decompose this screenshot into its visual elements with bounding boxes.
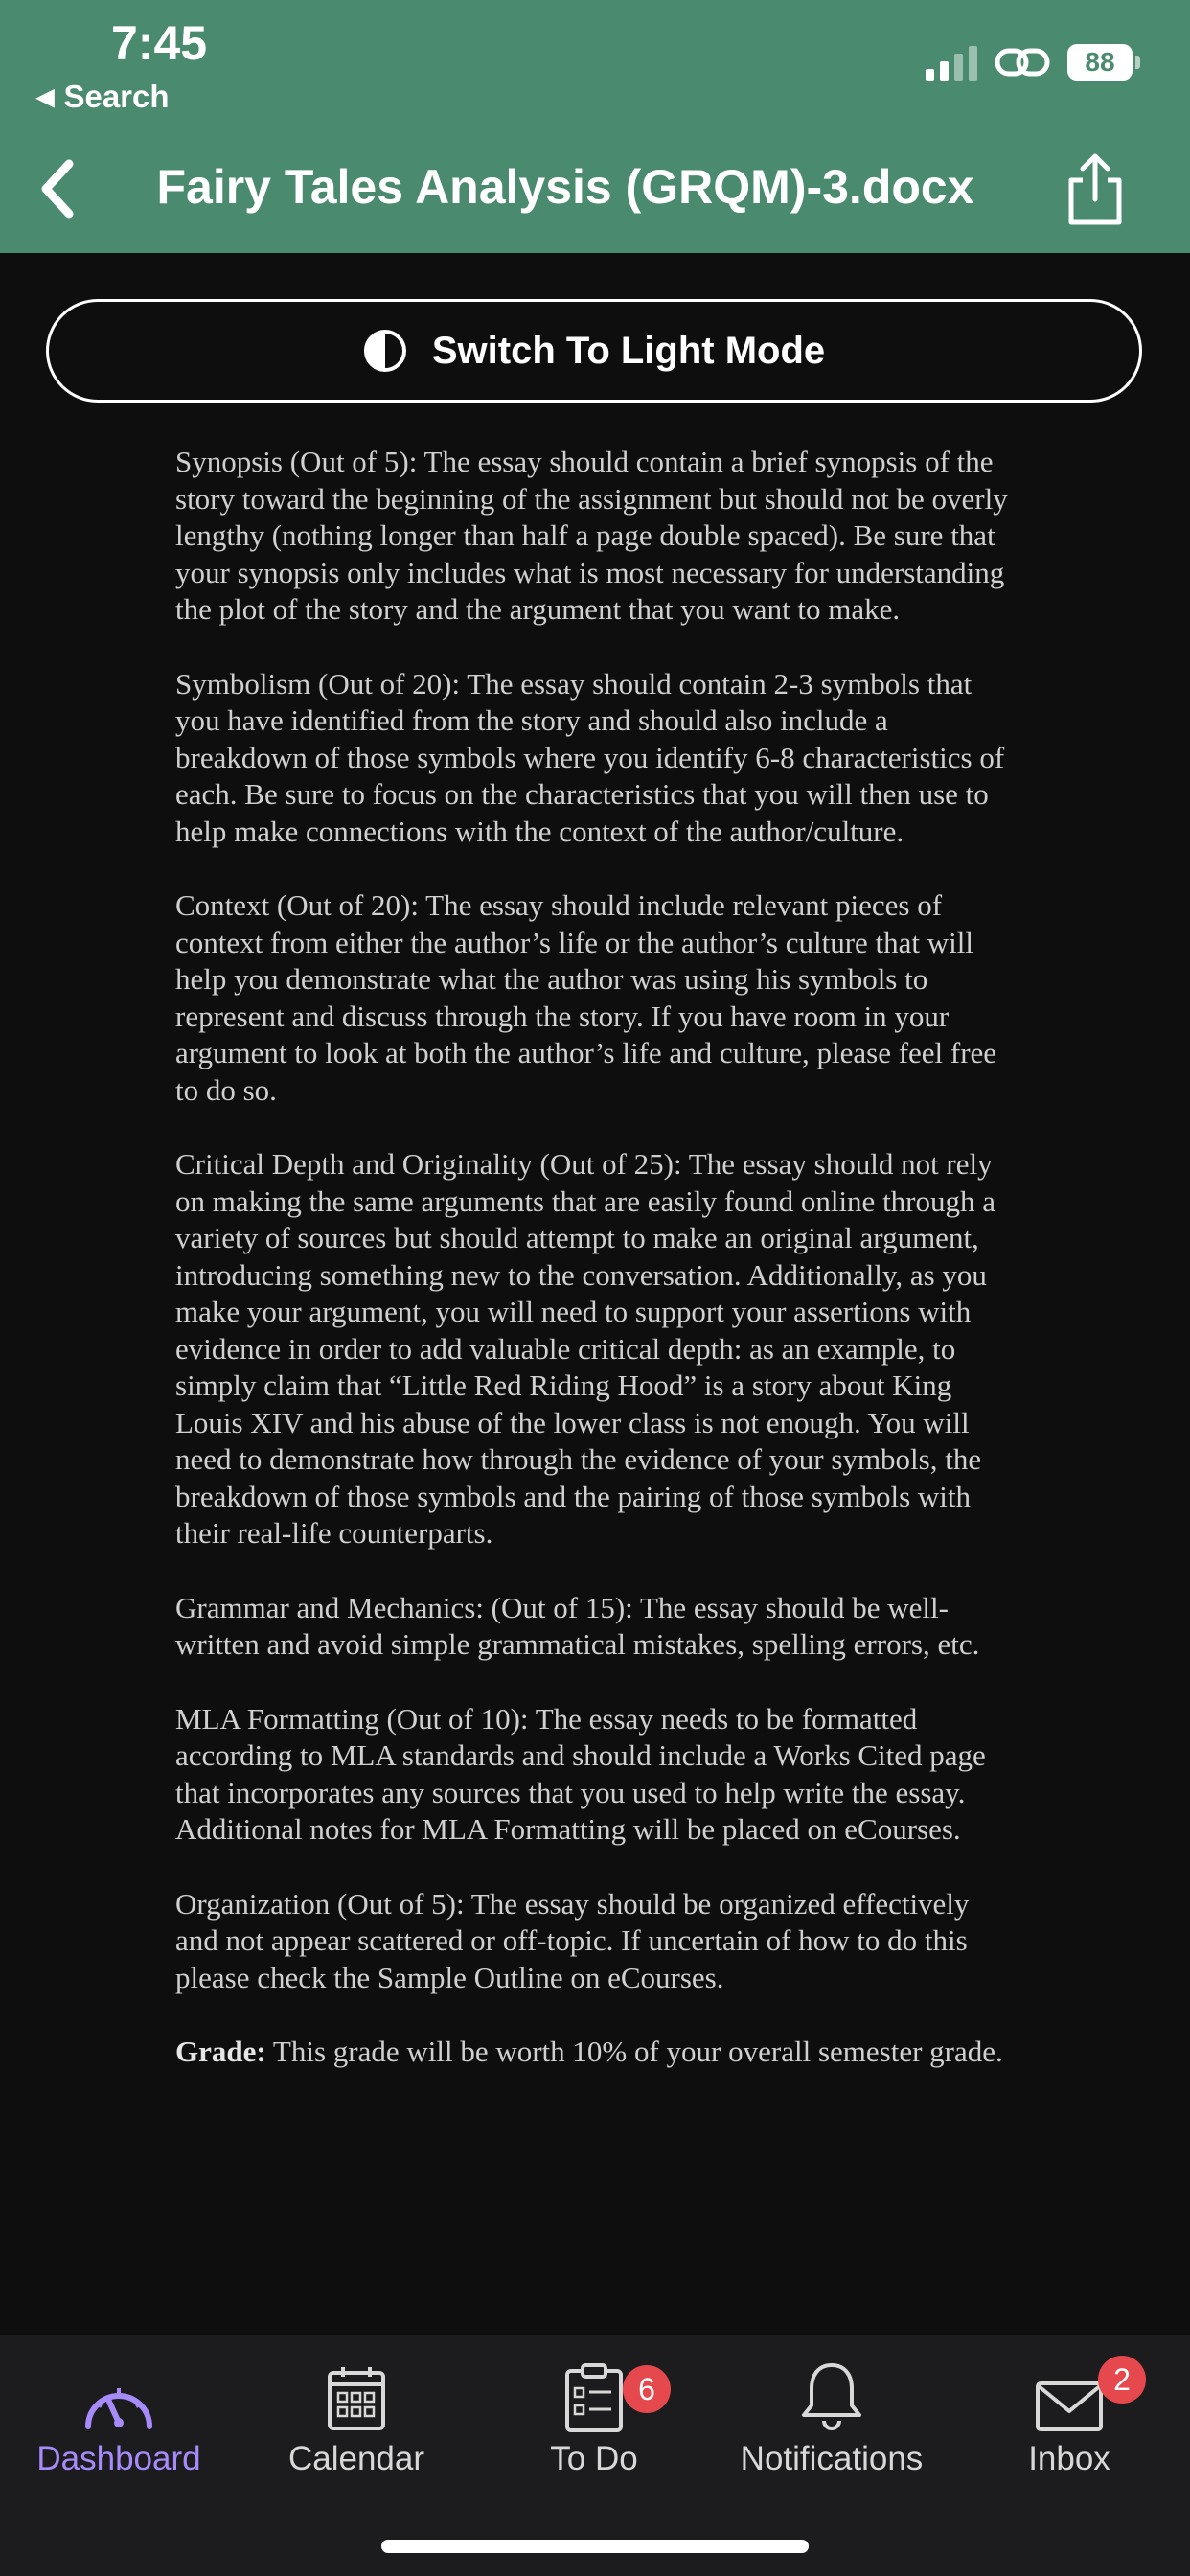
tab-inbox[interactable] bbox=[954, 2356, 1184, 2478]
document-body bbox=[175, 444, 1018, 2108]
tab-notifications-label: Notifications bbox=[740, 2440, 924, 2477]
paragraph-synopsis: Synopsis (Out of 5): The essay should contain a brief synopsis of the story toward the beginning of the assignment but should not be overly lengthy (nothing longer than half a page double spaced). Be sure that your synopsis only includes what is most necessary for understanding the plot of the story and the argument that you want to make. bbox=[175, 445, 1008, 626]
paragraph-mla: MLA Formatting (Out of 10): The essay needs to be formatted according to MLA standards and should include a Works Cited page that incorporates any sources that you used to help write the essay. Additional notes for MLA Formatting will be placed on eCourses. bbox=[175, 1701, 986, 1846]
grade-text: This grade will be worth 10% of your overall semester grade. bbox=[265, 2035, 1003, 2068]
chevron-left-icon bbox=[38, 158, 77, 219]
paragraph-context: Context (Out of 20): The essay should include relevant pieces of context from either the author’s life or the author’s culture that will help you demonstrate what the author was using his symbols to represent and discuss through the story. If you have room in your argument to look at both the author’s life and culture, please feel free to do so. bbox=[175, 888, 997, 1107]
home-indicator bbox=[381, 2540, 809, 2553]
switch-light-mode-label: Switch To Light Mode bbox=[431, 329, 826, 372]
tab-dashboard-label: Dashboard bbox=[36, 2440, 201, 2477]
link-icon bbox=[995, 43, 1050, 81]
todo-count-badge: 6 bbox=[623, 2365, 671, 2413]
tab-inbox-label: Inbox bbox=[1028, 2440, 1110, 2477]
back-triangle-icon: ◀ bbox=[36, 83, 55, 110]
inbox-count-badge: 2 bbox=[1098, 2356, 1146, 2404]
share-icon bbox=[1062, 151, 1129, 228]
dashboard-gauge-icon bbox=[80, 2375, 157, 2432]
paragraph-critical-depth: Critical Depth and Originality (Out of 25): The essay should not rely on making the same arguments that are easily found online through a variety of sources but should attempt to make an original argument, introducing something new to the conversation. Additionally, as you make your argument, you will need to support your assertions with evidence in order to add valuable critical depth: as an example, to simply claim that “Little Red Riding Hood” is a story about King Louis XIV and his abuse of the lower class is not enough. You will need to demonstrate how through the evidence of your symbols, the breakdown of those symbols and the pairing of those symbols with their real-life counterparts. bbox=[175, 1147, 996, 1550]
tab-calendar-label: Calendar bbox=[287, 2440, 425, 2477]
bell-icon bbox=[798, 2359, 865, 2432]
status-icons bbox=[926, 38, 1133, 86]
status-time: 7:45 bbox=[111, 16, 208, 70]
back-to-search[interactable] bbox=[36, 79, 170, 115]
tab-todo-label: To Do bbox=[550, 2440, 638, 2477]
tab-calendar[interactable] bbox=[241, 2356, 471, 2478]
back-search-label: Search bbox=[63, 79, 170, 114]
tab-dashboard[interactable] bbox=[4, 2356, 234, 2478]
header-bar bbox=[0, 0, 1190, 253]
tab-notifications[interactable] bbox=[717, 2356, 947, 2478]
clipboard-icon bbox=[563, 2363, 625, 2432]
tab-todo[interactable] bbox=[479, 2356, 709, 2478]
grade-label: Grade: bbox=[175, 2035, 266, 2068]
paragraph-symbolism: Symbolism (Out of 20): The essay should contain 2-3 symbols that you have identified from the story and should also include a breakdown of those symbols where you identify 6-8 characteristics of each. Be sure to focus on the characteristics that you will then use to help make connections with the context of the author/culture. bbox=[175, 666, 1005, 848]
calendar-icon bbox=[326, 2365, 387, 2432]
paragraph-grade bbox=[175, 2034, 1018, 2071]
share-button[interactable] bbox=[1062, 151, 1129, 228]
back-chevron-button[interactable] bbox=[29, 155, 86, 222]
mail-icon bbox=[1035, 2380, 1104, 2432]
battery-icon: 88 bbox=[1067, 44, 1133, 80]
cellular-signal-icon bbox=[926, 44, 977, 80]
paragraph-grammar: Grammar and Mechanics: (Out of 15): The essay should be well-written and avoid simple grammatical mistakes, spelling errors, etc. bbox=[175, 1590, 980, 1661]
switch-light-mode-button[interactable] bbox=[46, 299, 1142, 402]
contrast-half-circle-icon bbox=[363, 329, 407, 373]
paragraph-organization: Organization (Out of 5): The essay should be organized effectively and not appear scattered or off-topic. If uncertain of how to do this please check the Sample Outline on eCourses. bbox=[175, 1886, 970, 1994]
document-title: Fairy Tales Analysis (GRQM)-3.docx bbox=[156, 160, 974, 214]
